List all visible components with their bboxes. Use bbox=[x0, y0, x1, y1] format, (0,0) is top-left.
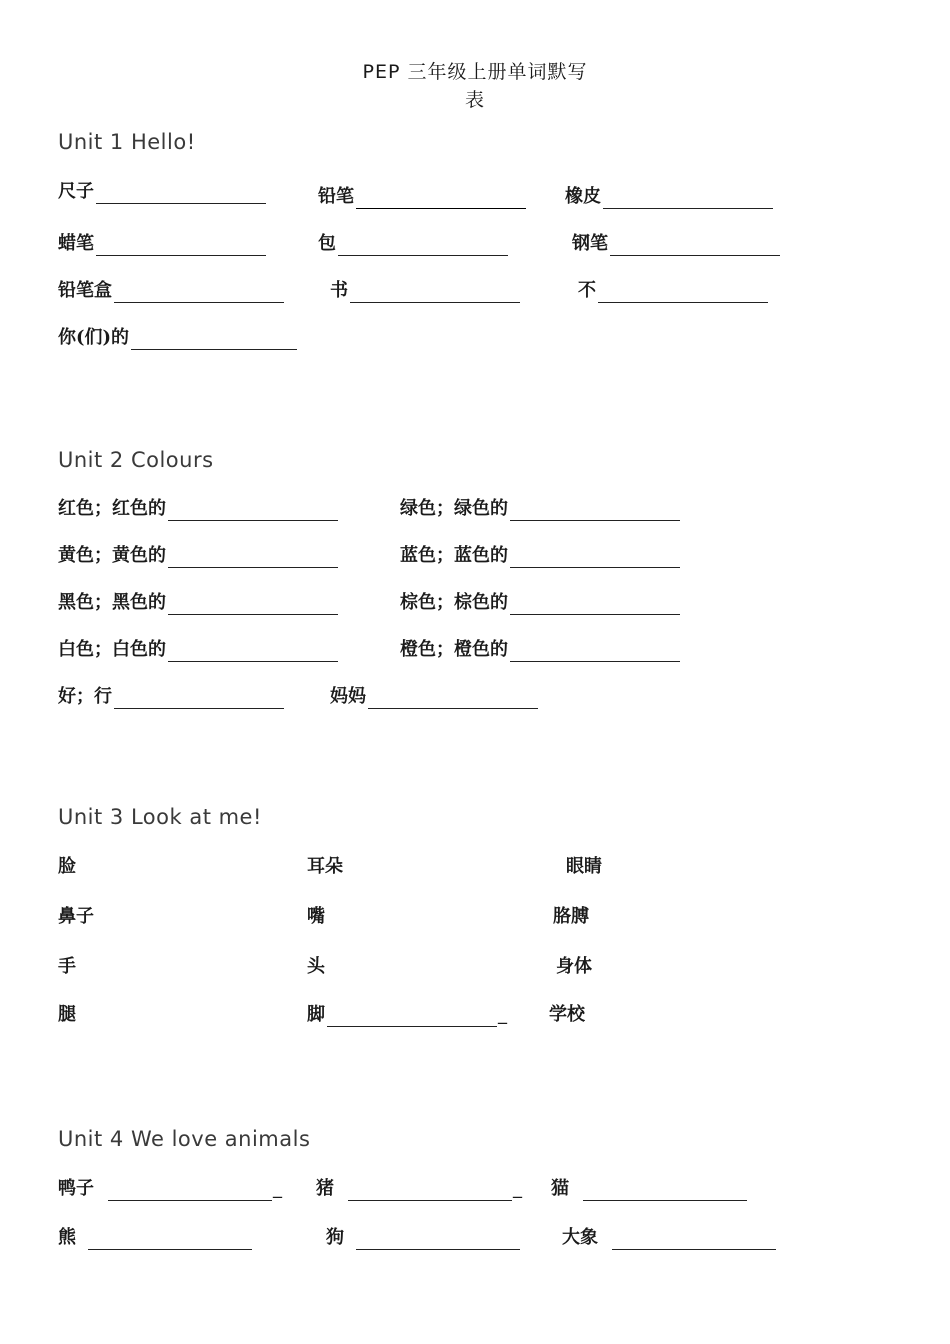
unit1-item-your bbox=[58, 326, 297, 350]
answer-blank[interactable] bbox=[348, 1182, 512, 1201]
item-label: 熊 bbox=[58, 1227, 76, 1248]
item-label: 脸 bbox=[58, 856, 76, 877]
item-label: 猪 bbox=[316, 1178, 334, 1199]
unit2-item-red bbox=[58, 497, 338, 521]
answer-blank[interactable] bbox=[168, 643, 338, 662]
unit2-item-green bbox=[400, 497, 680, 521]
answer-blank[interactable] bbox=[88, 1231, 252, 1250]
answer-blank[interactable] bbox=[603, 190, 773, 209]
item-label: 棕色；棕色的 bbox=[400, 592, 508, 613]
answer-blank[interactable] bbox=[612, 1231, 776, 1250]
item-label: 手 bbox=[58, 956, 76, 977]
unit3-item-head bbox=[307, 955, 325, 979]
item-label: 脚 bbox=[307, 1004, 325, 1025]
unit4-item-dog bbox=[326, 1226, 520, 1250]
item-label: 橙色；橙色的 bbox=[400, 639, 508, 660]
unit2-item-orange bbox=[400, 638, 680, 662]
item-label: 狗 bbox=[326, 1227, 344, 1248]
unit3-item-mouth bbox=[307, 905, 325, 929]
item-label: 铅笔盒 bbox=[58, 280, 112, 301]
unit1-item-pen bbox=[572, 232, 780, 256]
item-label: 橡皮 bbox=[565, 186, 601, 207]
unit2-item-black bbox=[58, 591, 338, 615]
unit4-item-elephant bbox=[562, 1226, 776, 1250]
title-line-1: PEP 三年级上册单词默写 bbox=[362, 61, 588, 83]
blank-tail: _ bbox=[273, 1178, 282, 1199]
item-label: 红色；红色的 bbox=[58, 498, 166, 519]
answer-blank[interactable] bbox=[583, 1182, 747, 1201]
answer-blank[interactable] bbox=[356, 1231, 520, 1250]
item-label: 蓝色；蓝色的 bbox=[400, 545, 508, 566]
unit3-item-leg bbox=[58, 1003, 76, 1027]
answer-blank[interactable] bbox=[168, 596, 338, 615]
blank-tail: _ bbox=[513, 1178, 522, 1199]
answer-blank[interactable] bbox=[350, 284, 520, 303]
unit1-item-pencil bbox=[318, 185, 526, 209]
answer-blank[interactable] bbox=[368, 690, 538, 709]
item-label: 大象 bbox=[562, 1227, 598, 1248]
unit1-heading: Unit 1 Hello! bbox=[58, 130, 196, 154]
unit3-item-face bbox=[58, 855, 76, 879]
item-label: 眼睛 bbox=[566, 856, 602, 877]
item-label: 尺子 bbox=[58, 181, 94, 202]
answer-blank[interactable] bbox=[327, 1008, 497, 1027]
item-label: 鸭子 bbox=[58, 1178, 94, 1199]
item-label: 黄色；黄色的 bbox=[58, 545, 166, 566]
unit4-item-bear bbox=[58, 1226, 252, 1250]
answer-blank[interactable] bbox=[510, 502, 680, 521]
answer-blank[interactable] bbox=[510, 596, 680, 615]
answer-blank[interactable] bbox=[338, 237, 508, 256]
answer-blank[interactable] bbox=[114, 284, 284, 303]
unit2-item-yellow bbox=[58, 544, 338, 568]
unit3-item-foot bbox=[307, 1003, 507, 1027]
unit1-item-book bbox=[330, 279, 520, 303]
unit1-item-pencil-box bbox=[58, 279, 284, 303]
item-label: 嘴 bbox=[307, 906, 325, 927]
unit1-item-no bbox=[578, 279, 768, 303]
item-label: 白色；白色的 bbox=[58, 639, 166, 660]
item-label: 耳朵 bbox=[307, 856, 343, 877]
answer-blank[interactable] bbox=[96, 185, 266, 204]
item-label: 铅笔 bbox=[318, 186, 354, 207]
unit2-item-blue bbox=[400, 544, 680, 568]
unit3-item-hand bbox=[58, 955, 76, 979]
answer-blank[interactable] bbox=[356, 190, 526, 209]
item-label: 好；行 bbox=[58, 686, 112, 707]
unit1-item-eraser bbox=[565, 185, 773, 209]
item-label: 妈妈 bbox=[330, 686, 366, 707]
item-label: 蜡笔 bbox=[58, 233, 94, 254]
unit2-item-white bbox=[58, 638, 338, 662]
item-label: 黑色；黑色的 bbox=[58, 592, 166, 613]
answer-blank[interactable] bbox=[108, 1182, 272, 1201]
answer-blank[interactable] bbox=[610, 237, 780, 256]
item-label: 不 bbox=[578, 280, 596, 301]
item-label: 头 bbox=[307, 956, 325, 977]
answer-blank[interactable] bbox=[131, 331, 297, 350]
answer-blank[interactable] bbox=[510, 549, 680, 568]
answer-blank[interactable] bbox=[598, 284, 768, 303]
unit3-item-school bbox=[549, 1003, 585, 1027]
title-line-2: 表 bbox=[464, 89, 485, 111]
unit4-item-pig bbox=[316, 1177, 522, 1201]
item-label: 包 bbox=[318, 233, 336, 254]
item-label: 身体 bbox=[556, 956, 592, 977]
unit1-item-crayon bbox=[58, 232, 266, 256]
item-label: 钢笔 bbox=[572, 233, 608, 254]
answer-blank[interactable] bbox=[510, 643, 680, 662]
item-label: 学校 bbox=[549, 1004, 585, 1025]
item-label: 绿色；绿色的 bbox=[400, 498, 508, 519]
answer-blank[interactable] bbox=[168, 502, 338, 521]
unit4-item-duck bbox=[58, 1177, 282, 1201]
page-title bbox=[0, 58, 950, 114]
item-label: 鼻子 bbox=[58, 906, 94, 927]
item-label: 腿 bbox=[58, 1004, 76, 1025]
unit1-item-bag bbox=[318, 232, 508, 256]
item-label: 胳膊 bbox=[553, 906, 589, 927]
unit4-item-cat bbox=[551, 1177, 747, 1201]
unit3-heading: Unit 3 Look at me! bbox=[58, 805, 262, 829]
unit2-heading: Unit 2 Colours bbox=[58, 448, 214, 472]
answer-blank[interactable] bbox=[114, 690, 284, 709]
unit3-item-ear bbox=[307, 855, 343, 879]
unit2-item-brown bbox=[400, 591, 680, 615]
item-label: 猫 bbox=[551, 1178, 569, 1199]
item-label: 你(们)的 bbox=[58, 327, 130, 348]
unit1-item-ruler bbox=[58, 180, 266, 204]
answer-blank[interactable] bbox=[96, 237, 266, 256]
answer-blank[interactable] bbox=[168, 549, 338, 568]
unit3-item-body bbox=[556, 955, 592, 979]
unit2-item-mum bbox=[330, 685, 538, 709]
item-label: 书 bbox=[330, 280, 348, 301]
blank-tail: _ bbox=[498, 1004, 507, 1025]
unit2-item-ok bbox=[58, 685, 284, 709]
unit3-item-arm bbox=[553, 905, 589, 929]
unit4-heading: Unit 4 We love animals bbox=[58, 1127, 311, 1151]
unit3-item-nose bbox=[58, 905, 94, 929]
unit3-item-eye bbox=[566, 855, 602, 879]
